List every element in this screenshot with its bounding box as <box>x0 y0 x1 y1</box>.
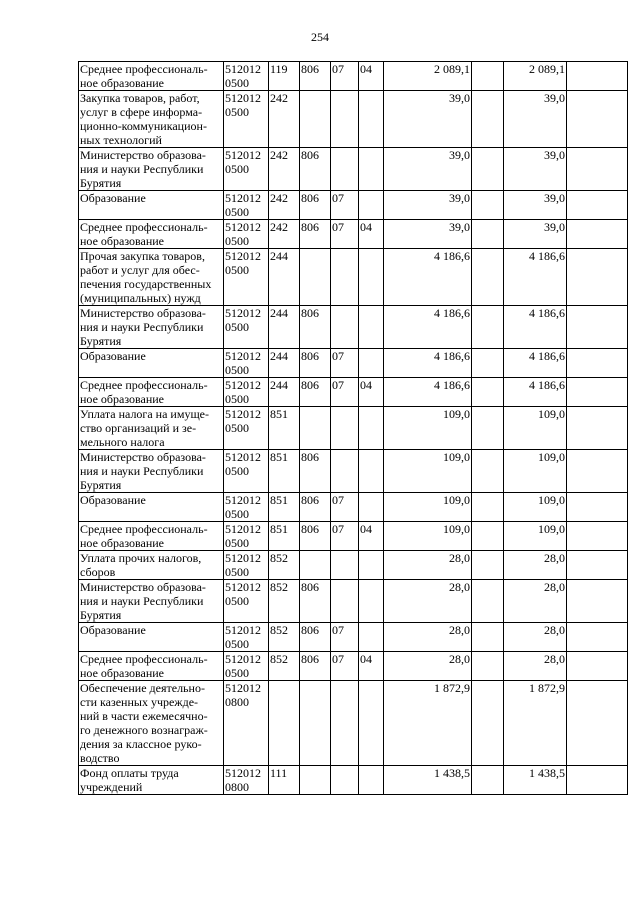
empty-cell <box>567 493 628 522</box>
empty-cell <box>567 148 628 191</box>
amount-cell: 4 186,6 <box>504 378 567 407</box>
amount-cell: 4 186,6 <box>504 349 567 378</box>
item-name-cell <box>79 91 224 148</box>
empty-cell <box>567 450 628 493</box>
empty-cell <box>472 349 504 378</box>
name-line: ное образование <box>80 76 164 90</box>
expense-type-cell <box>269 681 300 766</box>
amount-cell: 39,0 <box>504 220 567 249</box>
code-line: 512012 <box>225 148 261 162</box>
name-line: ционно-коммуникацион- <box>80 119 207 133</box>
subsection-code-cell <box>359 766 384 795</box>
name-line: ния и науки Республики <box>80 320 204 334</box>
subsection-code-cell <box>359 191 384 220</box>
target-code-cell <box>224 493 269 522</box>
administrator-code-cell: 806 <box>300 493 331 522</box>
administrator-code-cell: 806 <box>300 450 331 493</box>
administrator-code-cell: 806 <box>300 652 331 681</box>
name-line: ний в части ежемесячно- <box>80 709 208 723</box>
empty-cell <box>567 220 628 249</box>
subsection-code-cell: 04 <box>359 522 384 551</box>
code-line: 0500 <box>225 363 249 377</box>
code-line: 0500 <box>225 392 249 406</box>
empty-cell <box>567 652 628 681</box>
table-row <box>79 306 628 349</box>
section-code-cell <box>331 306 359 349</box>
empty-cell <box>567 551 628 580</box>
table-row <box>79 91 628 148</box>
target-code-cell <box>224 91 269 148</box>
name-line: Уплата прочих налогов, <box>80 551 202 565</box>
name-line: Уплата налога на имуще- <box>80 407 209 421</box>
section-code-cell <box>331 407 359 450</box>
expense-type-cell: 852 <box>269 551 300 580</box>
subsection-code-cell <box>359 551 384 580</box>
code-line: 0500 <box>225 205 249 219</box>
name-line: Фонд оплаты труда <box>80 766 179 780</box>
target-code-cell <box>224 306 269 349</box>
amount-cell: 109,0 <box>504 450 567 493</box>
empty-cell <box>472 62 504 91</box>
name-line: сти казенных учрежде- <box>80 695 199 709</box>
code-line: 512012 <box>225 493 261 507</box>
code-line: 0500 <box>225 263 249 277</box>
amount-cell: 28,0 <box>384 580 472 623</box>
amount-cell: 39,0 <box>504 91 567 148</box>
name-line: Министерство образова- <box>80 450 206 464</box>
code-line: 512012 <box>225 306 261 320</box>
amount-cell: 4 186,6 <box>384 249 472 306</box>
amount-cell: 109,0 <box>504 522 567 551</box>
expense-type-cell: 852 <box>269 623 300 652</box>
name-line: Образование <box>80 493 146 507</box>
item-name-cell <box>79 378 224 407</box>
amount-cell: 28,0 <box>504 623 567 652</box>
amount-cell: 39,0 <box>504 191 567 220</box>
amount-cell: 2 089,1 <box>384 62 472 91</box>
expense-type-cell: 851 <box>269 493 300 522</box>
name-line: Образование <box>80 191 146 205</box>
target-code-cell <box>224 191 269 220</box>
section-code-cell: 07 <box>331 220 359 249</box>
name-line: Обеспечение деятельно- <box>80 681 205 695</box>
empty-cell <box>472 148 504 191</box>
amount-cell: 28,0 <box>384 652 472 681</box>
administrator-code-cell: 806 <box>300 623 331 652</box>
expense-type-cell: 119 <box>269 62 300 91</box>
code-line: 512012 <box>225 551 261 565</box>
section-code-cell: 07 <box>331 191 359 220</box>
empty-cell <box>472 191 504 220</box>
code-line: 512012 <box>225 407 261 421</box>
expense-type-cell: 242 <box>269 91 300 148</box>
amount-cell: 4 186,6 <box>384 349 472 378</box>
empty-cell <box>567 91 628 148</box>
subsection-code-cell <box>359 681 384 766</box>
empty-cell <box>567 407 628 450</box>
amount-cell: 1 438,5 <box>384 766 472 795</box>
target-code-cell <box>224 450 269 493</box>
code-line: 0500 <box>225 421 249 435</box>
item-name-cell <box>79 652 224 681</box>
amount-cell: 1 872,9 <box>384 681 472 766</box>
section-code-cell <box>331 249 359 306</box>
table-row <box>79 551 628 580</box>
item-name-cell <box>79 766 224 795</box>
expense-type-cell: 244 <box>269 349 300 378</box>
amount-cell: 109,0 <box>384 493 472 522</box>
subsection-code-cell <box>359 306 384 349</box>
empty-cell <box>567 681 628 766</box>
name-line: ное образование <box>80 234 164 248</box>
subsection-code-cell <box>359 349 384 378</box>
amount-cell: 2 089,1 <box>504 62 567 91</box>
item-name-cell <box>79 522 224 551</box>
amount-cell: 1 872,9 <box>504 681 567 766</box>
empty-cell <box>472 493 504 522</box>
expense-type-cell: 851 <box>269 450 300 493</box>
name-line: Министерство образова- <box>80 148 206 162</box>
empty-cell <box>567 249 628 306</box>
expense-type-cell: 244 <box>269 249 300 306</box>
empty-cell <box>472 378 504 407</box>
code-line: 0500 <box>225 464 249 478</box>
empty-cell <box>472 652 504 681</box>
table-row <box>79 407 628 450</box>
code-line: 512012 <box>225 681 261 695</box>
name-line: дения за классное руко- <box>80 737 202 751</box>
name-line: Среднее профессиональ- <box>80 652 208 666</box>
administrator-code-cell: 806 <box>300 148 331 191</box>
code-line: 512012 <box>225 191 261 205</box>
section-code-cell: 07 <box>331 623 359 652</box>
amount-cell: 39,0 <box>384 148 472 191</box>
target-code-cell <box>224 522 269 551</box>
name-line: Образование <box>80 349 146 363</box>
item-name-cell <box>79 493 224 522</box>
name-line: Бурятия <box>80 176 122 190</box>
name-line: ния и науки Республики <box>80 162 204 176</box>
code-line: 0500 <box>225 594 249 608</box>
subsection-code-cell: 04 <box>359 220 384 249</box>
item-name-cell <box>79 148 224 191</box>
code-line: 512012 <box>225 220 261 234</box>
amount-cell: 28,0 <box>384 551 472 580</box>
table-row <box>79 766 628 795</box>
amount-cell: 39,0 <box>384 220 472 249</box>
name-line: ния и науки Республики <box>80 594 204 608</box>
name-line: Министерство образова- <box>80 580 206 594</box>
item-name-cell <box>79 349 224 378</box>
empty-cell <box>472 766 504 795</box>
code-line: 0800 <box>225 780 249 794</box>
amount-cell: 28,0 <box>504 551 567 580</box>
empty-cell <box>472 580 504 623</box>
section-code-cell <box>331 766 359 795</box>
expense-type-cell: 111 <box>269 766 300 795</box>
empty-cell <box>567 191 628 220</box>
name-line: ство организаций и зе- <box>80 421 197 435</box>
amount-cell: 4 186,6 <box>384 378 472 407</box>
code-line: 0500 <box>225 320 249 334</box>
section-code-cell: 07 <box>331 652 359 681</box>
name-line: мельного налога <box>80 435 165 449</box>
name-line: работ и услуг для обес- <box>80 263 200 277</box>
code-line: 512012 <box>225 349 261 363</box>
empty-cell <box>472 623 504 652</box>
expense-type-cell: 852 <box>269 580 300 623</box>
empty-cell <box>567 623 628 652</box>
administrator-code-cell <box>300 249 331 306</box>
empty-cell <box>472 306 504 349</box>
code-line: 0500 <box>225 105 249 119</box>
table-row <box>79 681 628 766</box>
expense-type-cell: 851 <box>269 522 300 551</box>
section-code-cell: 07 <box>331 493 359 522</box>
code-line: 512012 <box>225 522 261 536</box>
administrator-code-cell: 806 <box>300 580 331 623</box>
target-code-cell <box>224 220 269 249</box>
subsection-code-cell: 04 <box>359 652 384 681</box>
table-row <box>79 378 628 407</box>
section-code-cell <box>331 91 359 148</box>
table-row <box>79 191 628 220</box>
table-row <box>79 580 628 623</box>
amount-cell: 109,0 <box>384 522 472 551</box>
table-row <box>79 62 628 91</box>
name-line: Прочая закупка товаров, <box>80 249 205 263</box>
empty-cell <box>472 220 504 249</box>
item-name-cell <box>79 580 224 623</box>
section-code-cell <box>331 450 359 493</box>
name-line: Среднее профессиональ- <box>80 62 208 76</box>
code-line: 512012 <box>225 91 261 105</box>
expense-type-cell: 852 <box>269 652 300 681</box>
code-line: 0500 <box>225 507 249 521</box>
name-line: го денежного вознаграж- <box>80 723 208 737</box>
table-row <box>79 652 628 681</box>
expense-type-cell: 242 <box>269 220 300 249</box>
subsection-code-cell <box>359 148 384 191</box>
table-row <box>79 522 628 551</box>
code-line: 0500 <box>225 536 249 550</box>
section-code-cell <box>331 148 359 191</box>
empty-cell <box>567 522 628 551</box>
administrator-code-cell <box>300 91 331 148</box>
empty-cell <box>567 378 628 407</box>
section-code-cell: 07 <box>331 522 359 551</box>
name-line: Среднее профессиональ- <box>80 378 208 392</box>
section-code-cell <box>331 551 359 580</box>
name-line: печения государственных <box>80 277 212 291</box>
subsection-code-cell <box>359 580 384 623</box>
empty-cell <box>472 681 504 766</box>
table-row <box>79 623 628 652</box>
section-code-cell <box>331 681 359 766</box>
empty-cell <box>567 580 628 623</box>
expense-type-cell: 242 <box>269 191 300 220</box>
amount-cell: 109,0 <box>384 450 472 493</box>
item-name-cell <box>79 306 224 349</box>
item-name-cell <box>79 249 224 306</box>
amount-cell: 28,0 <box>504 652 567 681</box>
name-line: ния и науки Республики <box>80 464 204 478</box>
administrator-code-cell: 806 <box>300 220 331 249</box>
name-line: ных технологий <box>80 133 162 147</box>
table-row <box>79 220 628 249</box>
code-line: 0500 <box>225 666 249 680</box>
target-code-cell <box>224 652 269 681</box>
expense-type-cell: 244 <box>269 306 300 349</box>
name-line: Министерство образова- <box>80 306 206 320</box>
name-line: ное образование <box>80 392 164 406</box>
table-row <box>79 249 628 306</box>
name-line: ное образование <box>80 666 164 680</box>
section-code-cell: 07 <box>331 62 359 91</box>
section-code-cell: 07 <box>331 349 359 378</box>
empty-cell <box>472 450 504 493</box>
target-code-cell <box>224 551 269 580</box>
code-line: 0500 <box>225 162 249 176</box>
amount-cell: 28,0 <box>504 580 567 623</box>
name-line: Бурятия <box>80 334 122 348</box>
administrator-code-cell <box>300 407 331 450</box>
code-line: 512012 <box>225 623 261 637</box>
subsection-code-cell <box>359 91 384 148</box>
empty-cell <box>567 306 628 349</box>
administrator-code-cell: 806 <box>300 378 331 407</box>
expense-type-cell: 242 <box>269 148 300 191</box>
amount-cell: 39,0 <box>384 91 472 148</box>
item-name-cell <box>79 623 224 652</box>
code-line: 0500 <box>225 565 249 579</box>
administrator-code-cell: 806 <box>300 191 331 220</box>
amount-cell: 109,0 <box>384 407 472 450</box>
amount-cell: 39,0 <box>504 148 567 191</box>
code-line: 0500 <box>225 76 249 90</box>
table-row <box>79 148 628 191</box>
code-line: 512012 <box>225 62 261 76</box>
name-line: Среднее профессиональ- <box>80 220 208 234</box>
subsection-code-cell: 04 <box>359 378 384 407</box>
expense-type-cell: 244 <box>269 378 300 407</box>
expense-type-cell: 851 <box>269 407 300 450</box>
name-line: учреждений <box>80 780 143 794</box>
target-code-cell <box>224 580 269 623</box>
name-line: Бурятия <box>80 478 122 492</box>
item-name-cell <box>79 191 224 220</box>
code-line: 512012 <box>225 249 261 263</box>
table-row <box>79 349 628 378</box>
administrator-code-cell: 806 <box>300 522 331 551</box>
subsection-code-cell <box>359 450 384 493</box>
administrator-code-cell: 806 <box>300 62 331 91</box>
empty-cell <box>567 349 628 378</box>
code-line: 512012 <box>225 378 261 392</box>
table-row <box>79 493 628 522</box>
empty-cell <box>472 407 504 450</box>
name-line: Закупка товаров, работ, <box>80 91 200 105</box>
target-code-cell <box>224 407 269 450</box>
code-line: 0500 <box>225 637 249 651</box>
name-line: (муниципальных) нужд <box>80 291 201 305</box>
amount-cell: 109,0 <box>504 407 567 450</box>
code-line: 512012 <box>225 766 261 780</box>
item-name-cell <box>79 681 224 766</box>
target-code-cell <box>224 148 269 191</box>
subsection-code-cell <box>359 407 384 450</box>
subsection-code-cell: 04 <box>359 62 384 91</box>
name-line: водство <box>80 751 120 765</box>
section-code-cell: 07 <box>331 378 359 407</box>
target-code-cell <box>224 349 269 378</box>
code-line: 0500 <box>225 234 249 248</box>
amount-cell: 4 186,6 <box>504 306 567 349</box>
page-number: 254 <box>311 30 329 44</box>
empty-cell <box>472 91 504 148</box>
name-line: Образование <box>80 623 146 637</box>
target-code-cell <box>224 623 269 652</box>
name-line: ное образование <box>80 536 164 550</box>
section-code-cell <box>331 580 359 623</box>
item-name-cell <box>79 450 224 493</box>
name-line: Бурятия <box>80 608 122 622</box>
administrator-code-cell: 806 <box>300 306 331 349</box>
target-code-cell <box>224 681 269 766</box>
item-name-cell <box>79 62 224 91</box>
empty-cell <box>472 551 504 580</box>
name-line: сборов <box>80 565 116 579</box>
administrator-code-cell <box>300 551 331 580</box>
empty-cell <box>567 766 628 795</box>
name-line: услуг в сфере информа- <box>80 105 203 119</box>
administrator-code-cell: 806 <box>300 349 331 378</box>
code-line: 512012 <box>225 450 261 464</box>
item-name-cell <box>79 220 224 249</box>
amount-cell: 109,0 <box>504 493 567 522</box>
amount-cell: 4 186,6 <box>384 306 472 349</box>
amount-cell: 28,0 <box>384 623 472 652</box>
code-line: 512012 <box>225 580 261 594</box>
amount-cell: 4 186,6 <box>504 249 567 306</box>
budget-table-body <box>79 62 628 795</box>
name-line: Среднее профессиональ- <box>80 522 208 536</box>
code-line: 0800 <box>225 695 249 709</box>
administrator-code-cell <box>300 766 331 795</box>
target-code-cell <box>224 62 269 91</box>
subsection-code-cell <box>359 249 384 306</box>
amount-cell: 1 438,5 <box>504 766 567 795</box>
code-line: 512012 <box>225 652 261 666</box>
subsection-code-cell <box>359 493 384 522</box>
item-name-cell <box>79 551 224 580</box>
amount-cell: 39,0 <box>384 191 472 220</box>
empty-cell <box>472 249 504 306</box>
subsection-code-cell <box>359 623 384 652</box>
target-code-cell <box>224 249 269 306</box>
empty-cell <box>472 522 504 551</box>
target-code-cell <box>224 378 269 407</box>
administrator-code-cell <box>300 681 331 766</box>
budget-table <box>78 61 628 795</box>
table-row <box>79 450 628 493</box>
empty-cell <box>567 62 628 91</box>
item-name-cell <box>79 407 224 450</box>
target-code-cell <box>224 766 269 795</box>
